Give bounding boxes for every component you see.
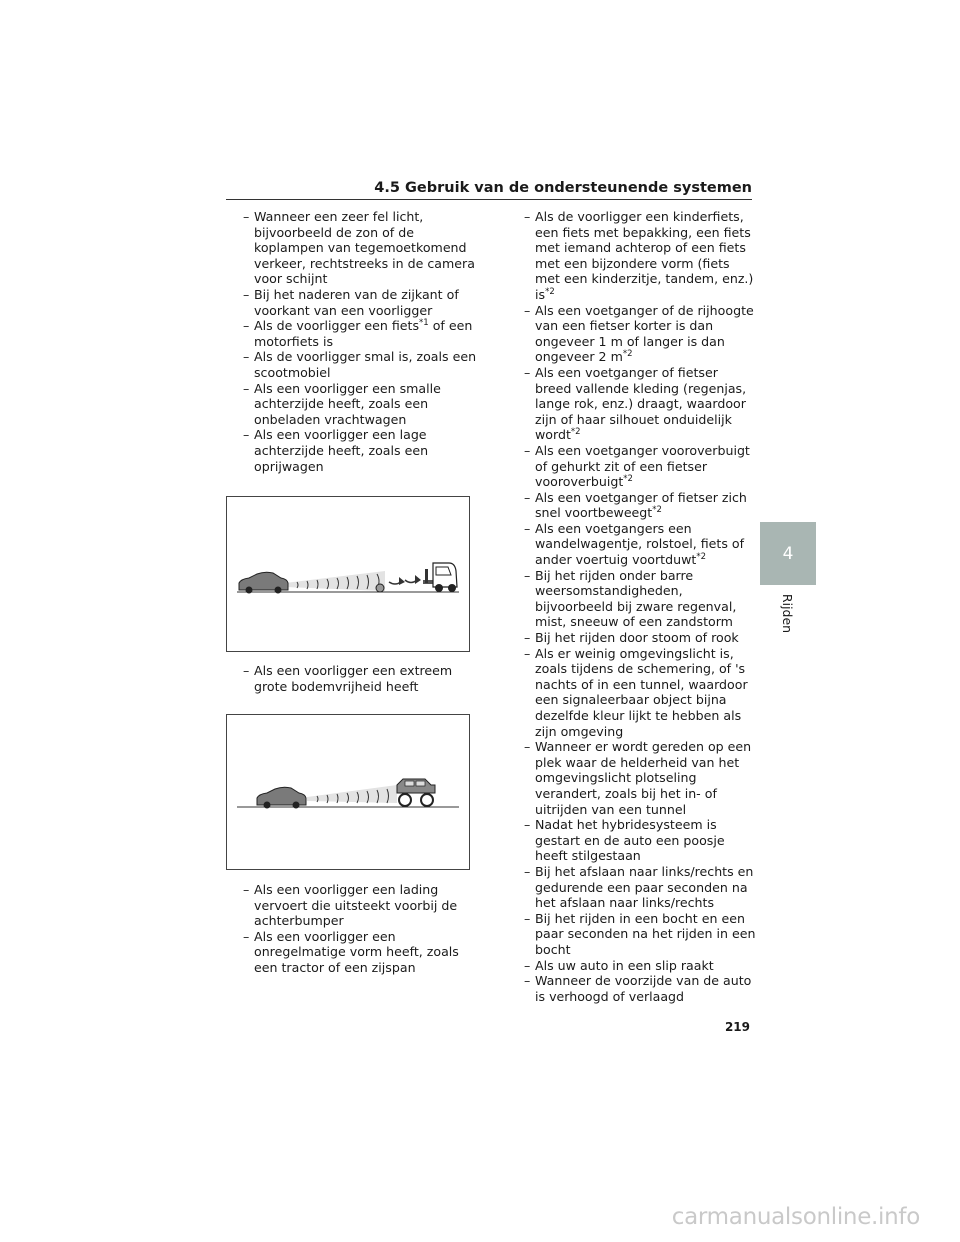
list-item: – Als de voorligger een fiets$^{*1}$ of een motorfiets is: [243, 318, 483, 349]
list-item: – Als een voetganger of fietser breed vallende kleding (regenjas, lange rok, enz.) draagt, waardoor zijn of haar silhouet onduidelijk wordt$^{*2}$: [524, 365, 756, 443]
list-item: – Bij het rijden door stoom of rook: [524, 630, 756, 646]
list-item: – Als een voorligger een onregelmatige vorm heeft, zoals een tractor of een zijspan: [243, 929, 483, 976]
footnote-marker: *2: [622, 349, 633, 360]
car-radar-highclearance-illustration: [227, 715, 469, 869]
list-item: – Als een voetganger of de rijhoogte van een fietser korter is dan ongeveer 1 m of langer is dan ongeveer 2 $m^{*2}$: [524, 303, 756, 365]
list-item: – Bij het afslaan naar links/rechts en gedurende een paar seconden na het afslaan naar links/rechts: [524, 864, 756, 911]
list-item: – Als een voetgangers een wandelwagentje, rolstoel, fiets of ander voertuig voortduwt$^{*2}$: [524, 521, 756, 568]
chapter-number: 4: [782, 543, 794, 564]
watermark: carmanualsonline.info: [671, 1204, 920, 1230]
illustration-low-trailer: [226, 496, 470, 652]
list-item: – Als een voorligger een lage achterzijde heeft, zoals een oprijwagen: [243, 427, 483, 474]
footnote-marker: *1: [419, 318, 429, 329]
footnote-marker: *2: [545, 286, 555, 297]
list-b: [243, 663, 483, 694]
footnote-marker: *2: [696, 552, 706, 563]
left-column-mid: [243, 663, 483, 694]
section-header: 4.5 Gebruik van de ondersteunende systemen: [374, 180, 752, 196]
right-column: [524, 209, 756, 1004]
chapter-tab: [760, 522, 816, 585]
left-column: [243, 209, 483, 474]
list-item: – Als een voorligger een lading vervoert die uitsteekt voorbij de achterbumper: [243, 882, 483, 929]
list-item: – Als de voorligger een kinderfiets, een fiets met bepakking, een fiets met iemand achterop of een fiets met een bijzondere vorm (fiets met een kinderzitje, tandem, enz.) $is^{*2}$: [524, 209, 756, 303]
list-item: – Nadat het hybridesysteem is gestart en de auto een poosje heeft stilgestaan: [524, 817, 756, 864]
list-item: – Bij het naderen van de zijkant of voorkant van een voorligger: [243, 287, 483, 318]
chapter-label: Rijden: [780, 593, 796, 633]
list-right: [524, 209, 756, 1004]
list-a: [243, 209, 483, 474]
list-item: – Als een voorligger een extreem grote bodemvrijheid heeft: [243, 663, 483, 694]
footnote-marker: *2: [652, 505, 662, 516]
car-radar-trailer-illustration: [227, 497, 469, 651]
footnote-marker: *2: [570, 427, 581, 438]
list-c: [243, 882, 483, 976]
list-item: – Als een voorligger een smalle achterzijde heeft, zoals een onbeladen vrachtwagen: [243, 381, 483, 428]
list-item: – Als er weinig omgevingslicht is, zoals tijdens de schemering, of 's nachts of in een tunnel, waardoor een signaleerbaar object bijna dezelfde kleur lijkt te hebben als zijn omgeving: [524, 646, 756, 740]
footnote-marker: *2: [623, 474, 633, 485]
illustration-high-clearance: [226, 714, 470, 870]
list-item: – Als een voetganger vooroverbuigt of gehurkt zit of een fietser vooroverbuigt$^{*2}$: [524, 443, 756, 490]
list-item: – Wanneer er wordt gereden op een plek waar de helderheid van het omgevingslicht plotseling verandert, zoals bij het in- of uitrijden van een tunnel: [524, 739, 756, 817]
list-item: – Als een voetganger of fietser zich snel voortbeweegt$^{*2}$: [524, 490, 756, 521]
list-item: – Bij het rijden onder barre weersomstandigheden, bijvoorbeeld bij zware regenval, mist, sneeuw of een zandstorm: [524, 568, 756, 630]
left-column-bottom: [243, 882, 483, 976]
list-item: – Bij het rijden in een bocht en een paar seconden na het rijden in een bocht: [524, 911, 756, 958]
chapter-label-container: [768, 588, 808, 638]
page-number: 219: [724, 1020, 750, 1034]
header-rule: [226, 199, 752, 200]
list-item: – Als uw auto in een slip raakt: [524, 958, 756, 974]
list-item: – Wanneer een zeer fel licht, bijvoorbeeld de zon of de koplampen van tegemoetkomend verkeer, rechtstreeks in de camera voor schijnt: [243, 209, 483, 287]
list-item: – Wanneer de voorzijde van de auto is verhoogd of verlaagd: [524, 973, 756, 1004]
list-item: – Als de voorligger smal is, zoals een scootmobiel: [243, 349, 483, 380]
